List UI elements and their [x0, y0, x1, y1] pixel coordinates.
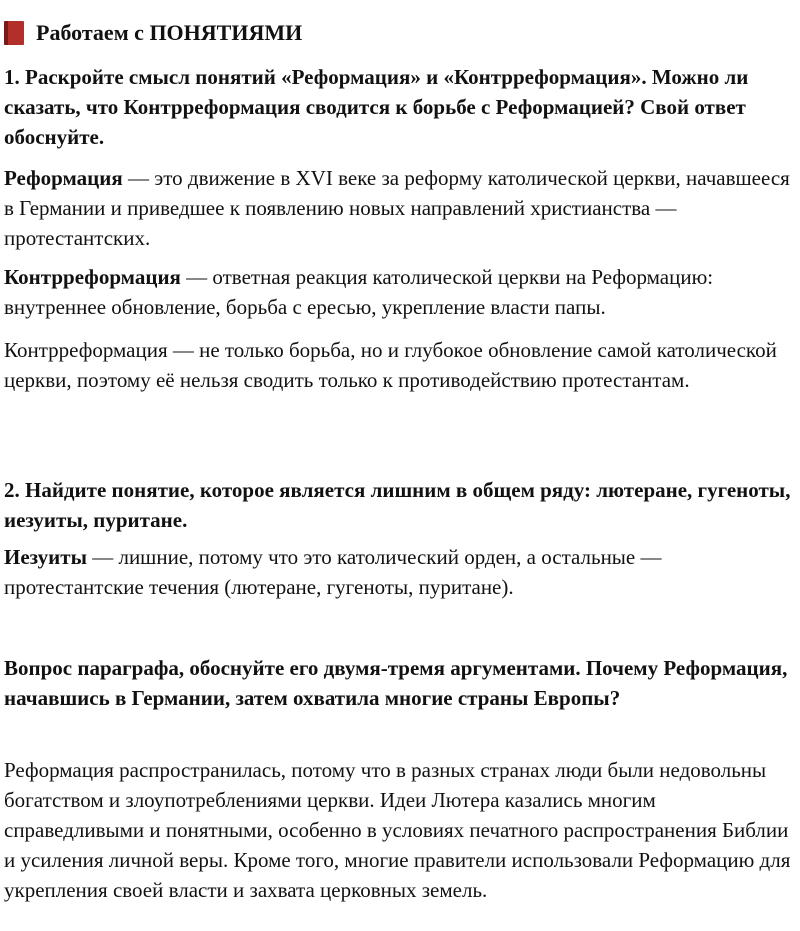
term-reformation: Реформация [4, 166, 123, 190]
section-title: Работаем с ПОНЯТИЯМИ [36, 20, 303, 45]
answer-1-reformation [4, 163, 796, 253]
term-counter-reformation: Контрреформация [4, 265, 181, 289]
answer-1-counter-reformation [4, 262, 796, 322]
question-2: 2. Найдите понятие, которое является лишним в общем ряду: лютеране, гугеноты, иезуиты, пуритане. [4, 478, 791, 532]
answer-1-conclusion: Контрреформация — не только борьба, но и глубокое обновление самой католической церкви, поэтому её нельзя сводить только к противодействию протестантам. [4, 338, 777, 392]
answer-2 [4, 542, 796, 602]
answer-text: — лишние, потому что это католический орден, а остальные — протестантские течения (лютеране, гугеноты, пуритане). [4, 545, 662, 599]
term-jesuits: Иезуиты [4, 545, 87, 569]
answer-3: Реформация распространилась, потому что в разных странах люди были недовольны богатством и злоупотреблениями церкви. Идеи Лютера казались многим справедливыми и понятными, особенно в условиях печатного распространения Библии и усиления личной веры. Кроме того, многие правители использовали Реформацию для укрепления своей власти и захвата церковных земель. [4, 758, 791, 902]
definition-text: — ответная реакция католической церкви на Реформацию: внутреннее обновление, борьба с ересью, укрепление власти папы. [4, 265, 714, 319]
section-header [4, 18, 302, 48]
definition-text: — это движение в XVI веке за реформу католической церкви, начавшееся в Германии и приведшее к появлению новых направлений христианства — протестантских. [4, 166, 790, 250]
question-1: 1. Раскройте смысл понятий «Реформация» и «Контрреформация». Можно ли сказать, что Контрреформация сводится к борьбе с Реформацией? Свой ответ обоснуйте. [4, 65, 749, 149]
book-icon [4, 21, 24, 45]
question-3: Вопрос параграфа, обоснуйте его двумя-тремя аргументами. Почему Реформация, начавшись в Германии, затем охватила многие страны Европы? [4, 656, 788, 710]
